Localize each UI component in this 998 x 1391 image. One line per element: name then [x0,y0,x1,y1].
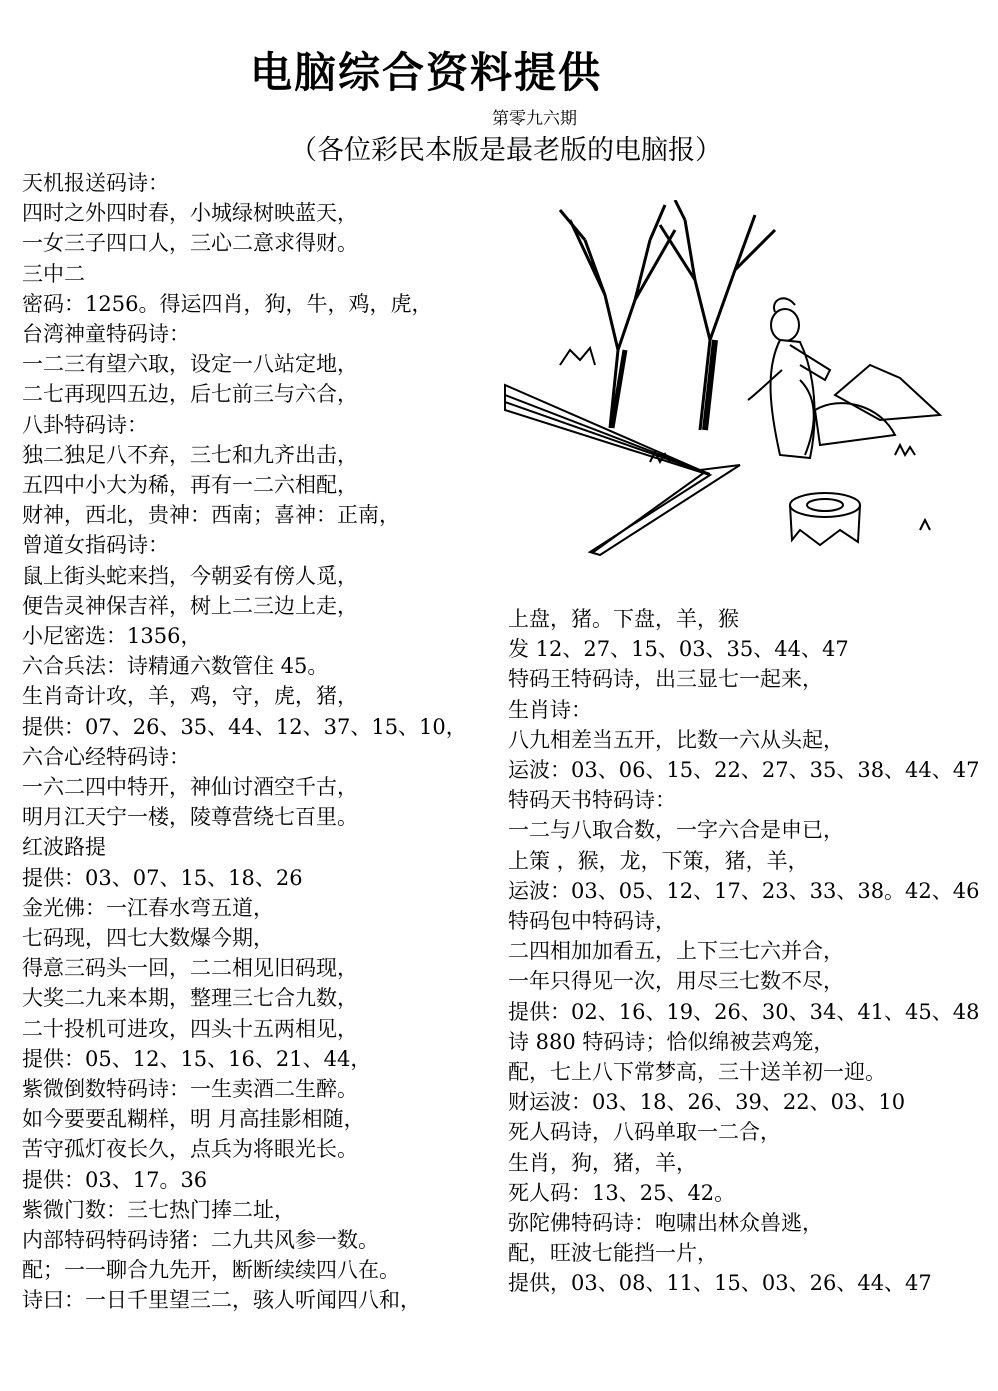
text-line: 八卦特码诗： [22,412,148,437]
text-line: 二十投机可进攻，四头十五两相见， [22,1016,358,1041]
subtitle: （各位彩民本版是最老版的电脑报） [290,135,722,166]
text-line: 上盘，猪。下盘，羊，猴 [508,607,739,631]
text-line: 台湾神童特码诗： [22,322,190,346]
text-line: 配；一一聊合九先开，断断续续四八在。 [22,1258,400,1283]
text-line: 一二三有望六取，设定一八站定地， [22,352,358,377]
text-line: 苦守孤灯夜长久，点兵为将眼光长。 [22,1137,358,1162]
text-line: 弥陀佛特码诗：咆啸出林众兽逃， [508,1211,823,1235]
text-line: 提供：05、12、15、16、21、44， [22,1046,372,1071]
text-line: 独二独足八不弃，三七和九齐出击， [22,442,358,467]
text-line: 提供：03、07、15、18、26 [22,865,303,890]
text-line: 二四相加加看五，上下三七六并合， [508,939,844,964]
text-line: 财神，西北，贵神：西南；喜神：正南， [22,503,400,528]
text-line: 密码：1256。得运四肖，狗，牛，鸡，虎， [22,291,433,316]
text-line: 运波：03、05、12、17、23、33、38。42、46 [508,878,980,903]
text-line: 紫微倒数特码诗：一生卖酒二生醉。 [22,1077,358,1101]
text-line: 便告灵神保吉祥，树上二三边上走， [22,593,358,618]
text-line: 五四中小大为稀，再有一二六相配， [22,473,358,497]
text-line: 金光佛：一江春水弯五道， [22,895,274,920]
text-line: 提供，03、08、11、15、03、26、44、47 [508,1271,932,1296]
text-line: 六合心经特码诗： [22,744,190,769]
text-line: 配，七上八下常梦高，三十送羊初一迎。 [508,1060,886,1084]
text-line: 六合兵法：诗精通六数管住 45。 [22,654,329,679]
text-line: 发 12、27、15、03、35、44、47 [508,637,849,662]
text-line: 大奖二九来本期，整理三七合九数， [22,986,358,1011]
text-line: 生肖奇计攻，羊，鸡，守，虎，猪， [22,684,358,709]
text-line: 八九相差当五开，比数一六从头起， [508,727,844,752]
text-line: 四时之外四时春，小城绿树映蓝天， [22,201,358,226]
text-line: 死人码：13、25、42。 [508,1180,736,1205]
text-line: 一二与八取合数，一字六合是申已， [508,818,844,843]
text-line: 生肖，狗，猪，羊， [508,1150,697,1175]
text-line: 七码现，四七大数爆今期， [22,926,274,950]
text-line: 死人码诗，八码单取一二合， [508,1120,781,1145]
text-line: 财运波：03、18、26、39、22、03、10 [508,1090,906,1115]
text-line: 天机报送码诗： [22,171,169,195]
text-line: 二七再现四五边，后七前三与六合， [22,382,358,407]
text-line: 提供：03、17。36 [22,1167,208,1192]
text-line: 如今要要乱糊样，明 月高挂影相随， [22,1107,365,1132]
text-line: 运波：03、06、15、22、27、35、38、44、47 [508,758,980,782]
text-line: 配，旺波七能挡一片， [508,1241,718,1266]
text-line: 一六二四中特开，神仙讨酒空千古， [22,775,358,799]
text-line: 特码天书特码诗： [508,788,676,813]
illustration-woman-under-trees [500,200,960,565]
text-line: 得意三码头一回，二二相见旧码现， [22,956,358,981]
text-line: 紫微门数：三七热门捧二址， [22,1197,295,1222]
page-title: 电脑综合资料提供 [250,48,603,97]
text-line: 鼠上街头蛇来挡，今朝妥有傍人觅， [22,563,358,588]
text-line: 小尼密选：1356， [22,624,202,648]
text-line: 上策 ，猴，龙，下策，猪，羊， [508,848,809,873]
text-line: 明月江天宁一楼，陵尊营绕七百里。 [22,805,358,830]
text-line: 一女三子四口人，三心二意求得财。 [22,231,358,256]
text-line: 特码王特码诗，出三显七一起来， [508,667,823,692]
text-line: 内部特码特码诗猪：二九共风参一数。 [22,1228,379,1252]
text-line: 提供：02、16、19、26、30、34、41、45、48 [508,999,980,1024]
issue-number: 第零九六期 [492,109,577,129]
text-line: 提供：07、26、35、44、12、37、15、10， [22,714,467,739]
text-line: 诗 880 特码诗；恰似绵被芸鸡笼， [508,1029,835,1054]
text-line: 红波路提 [22,835,106,860]
text-line: 诗曰：一日千里望三二，骇人听闻四八和， [22,1288,421,1313]
text-line: 曾道女指码诗： [22,533,169,558]
text-line: 特码包中特码诗， [508,909,676,933]
text-line: 三中二 [22,261,85,286]
text-line: 一年只得见一次，用尽三七数不尽， [508,969,844,994]
text-line: 生肖诗： [508,697,592,722]
